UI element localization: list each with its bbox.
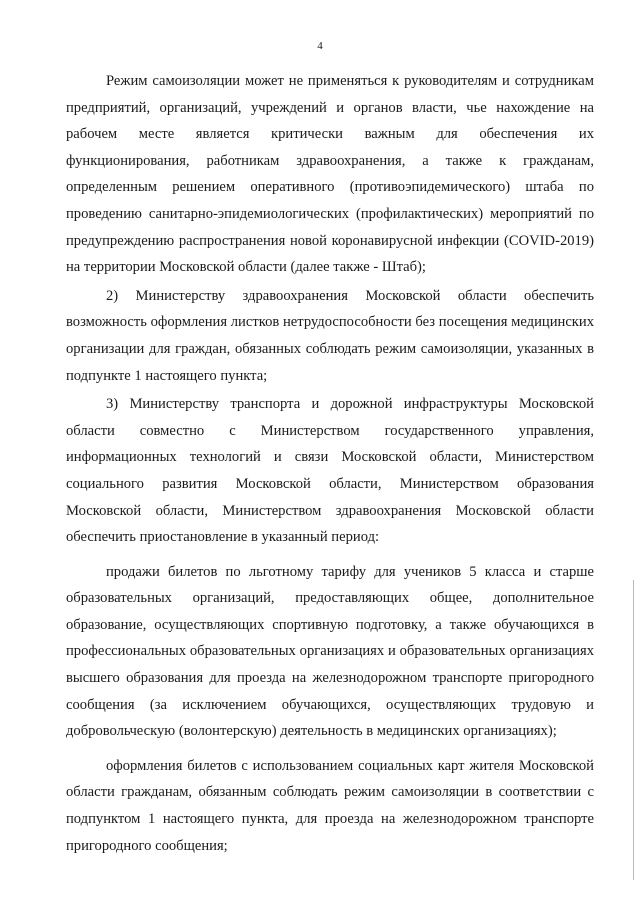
paragraph-transport-ministry: 3) Министерству транспорта и дорожной инфраструктуры Московской области совместно с Министерством государственного управления, информационных технологий и связи Московской области, Министерством социального развития Московской области, Министерством образования Московской области, Министерством здравоохранения Московской области обеспечить приостановление в указанный период:: [66, 396, 594, 546]
paragraph-ticket-sales-suspension: продажи билетов по льготному тарифу для учеников 5 класса и старше образовательных организаций, предоставляющих общее, дополнительное образование, осуществляющих спортивную подготовку, а также обучающихся в профессиональных образовательных организациях и образовательных организациях высшего образования для проезда на железнодорожном транспорте пригородного сообщения (за исключением обучающихся, осуществляющих трудовую и добровольческую (волонтерскую) деятельность в медицинских организациях);: [66, 563, 594, 740]
paragraph-social-card-tickets: оформления билетов с использованием социальных карт жителя Московской области гражданам, обязанным соблюдать режим самоизоляции в соответствии с подпунктом 1 настоящего пункта, для проезда на железнодорожном транспорте пригородного сообщения;: [66, 757, 594, 854]
page-number: 4: [317, 40, 323, 52]
paragraph-self-isolation-exceptions: Режим самоизоляции может не применяться к руководителям и сотрудникам предприятий, организаций, учреждений и органов власти, чье нахождение на рабочем месте является критически важным для обеспечения их функционирования, работникам здравоохранения, а также к гражданам, определенным решением оперативного (противоэпидемического) штаба по проведению санитарно-эпидемиологических (профилактических) мероприятий по предупреждению распространения новой коронавирусной инфекции (COVID-2019) на территории Московской области (далее также - Штаб);: [66, 73, 594, 276]
document-body: [66, 68, 594, 859]
paragraph-health-ministry: 2) Министерству здравоохранения Московской области обеспечить возможность оформления листков нетрудоспособности без посещения медицинских организации для граждан, обязанных соблюдать режим самоизоляции, указанных в подпункте 1 настоящего пункта;: [66, 287, 594, 384]
scan-edge-line: [633, 580, 634, 880]
